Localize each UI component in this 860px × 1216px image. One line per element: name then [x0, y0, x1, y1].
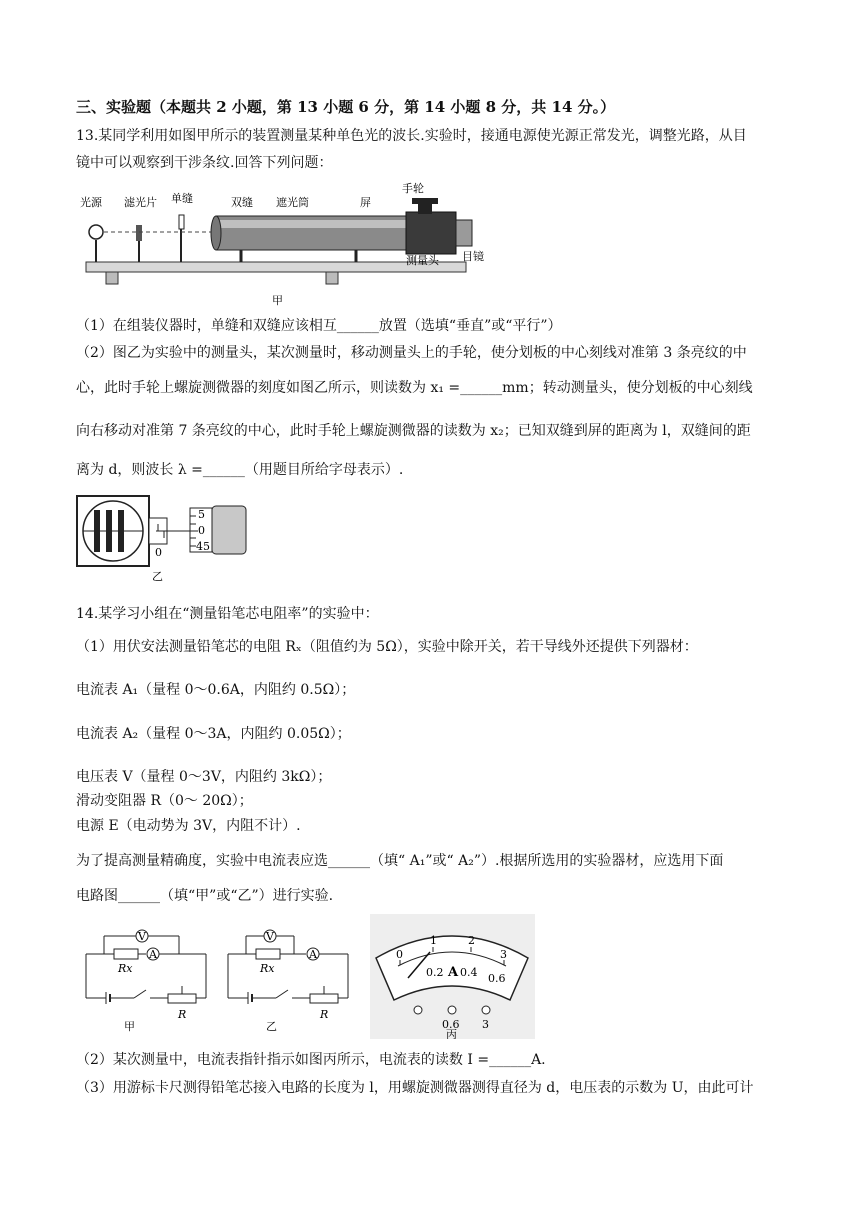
label-screen: 屏: [360, 196, 371, 209]
circuit-jia-rx-label: Rx: [118, 962, 133, 975]
section-title: 三、实验题（本题共 2 小题，第 13 小题 6 分，第 14 小题 8 分，共 14 分。）: [76, 98, 616, 116]
label-light-source: 光源: [80, 196, 102, 209]
circuit-jia-ammeter-label: A: [149, 948, 157, 961]
q13-intro-line-1: 13.某同学利用如图甲所示的装置测量某种单色光的波长.实验时，接通电源使光源正常发光，调整光路，从目: [76, 128, 747, 144]
micrometer-tick-45: 45: [196, 540, 210, 553]
meter-tick-top-0: 0: [396, 948, 403, 961]
meter-tick-bottom-0-2: 0.2: [426, 966, 444, 979]
meter-terminal-0-6: 0.6: [442, 1018, 460, 1031]
figure-jia-caption: 甲: [272, 294, 283, 307]
q14-part-2: （2）某次测量中，电流表指针指示如图丙所示，电流表的读数 I =______A.: [76, 1052, 546, 1068]
meter-tick-top-3: 3: [500, 948, 507, 961]
circuit-yi: [226, 924, 356, 1034]
q14-intro: 14.某学习小组在“测量铅笔芯电阻率”的实验中：: [76, 606, 379, 622]
circuit-jia-voltmeter-label: V: [138, 930, 146, 943]
q13-part-2-line-3: 向右移动对准第 7 条亮纹的中心，此时手轮上螺旋测微器的读数为 x₂；已知双缝到屏的距离为 l，双缝间的距: [76, 423, 751, 439]
q13-part-2-line-1: （2）图乙为实验中的测量头，某次测量时，移动测量头上的手轮，使分划板的中心刻线对准第 3 条亮纹的中: [76, 345, 747, 361]
q13-part-2-line-4: 离为 d，则波长 λ =______（用题目所给字母表示）.: [76, 462, 404, 478]
q13-part-2-line-2: 心，此时手轮上螺旋测微器的刻度如图乙所示，则读数为 x₁ =______mm；转动测量头，使分划板的中心刻线: [76, 380, 753, 396]
q14-part-1: （1）用伏安法测量铅笔芯的电阻 Rₓ（阻值约为 5Ω），实验中除开关，若干导线外还提供下列器材：: [76, 639, 698, 655]
q14-select-line-2: 电路图______（填“甲”或“乙”）进行实验.: [76, 888, 334, 904]
q14-equipment-ammeter-a1: 电流表 A₁（量程 0～0.6A，内阻约 0.5Ω）；: [76, 682, 356, 698]
meter-unit: A: [448, 965, 459, 980]
micrometer-tick-5: 5: [198, 508, 205, 521]
circuit-yi-ammeter-label: A: [309, 948, 317, 961]
circuit-yi-rx-label: Rx: [260, 962, 275, 975]
meter-terminal-3: 3: [482, 1018, 489, 1031]
micrometer-main-zero: 0: [155, 546, 162, 559]
circuit-jia-r-label: R: [178, 1008, 187, 1021]
figure-yi-caption: 乙: [152, 570, 163, 583]
circuit-yi-voltmeter-label: V: [266, 930, 274, 943]
label-double-slit: 双缝: [231, 196, 253, 209]
figure-bing-caption: 丙: [446, 1028, 457, 1039]
meter-tick-top-2: 2: [468, 934, 475, 947]
circuit-yi-caption: 乙: [266, 1020, 277, 1033]
label-shading-tube: 遮光筒: [276, 196, 309, 209]
figure-yi-micrometer: [76, 494, 251, 584]
meter-tick-bottom-0-6: 0.6: [488, 972, 506, 985]
q14-equipment-rheostat: 滑动变阻器 R（0～ 20Ω）；: [76, 793, 253, 809]
figure-jia-apparatus: [76, 180, 496, 310]
meter-tick-top-1: 1: [430, 934, 437, 947]
q13-part-1: （1）在组装仪器时，单缝和双缝应该相互______放置（选填“垂直”或“平行”）: [76, 318, 562, 334]
q14-part-3: （3）用游标卡尺测得铅笔芯接入电路的长度为 l，用螺旋测微器测得直径为 d，电压表的示数为 U，由此可计: [76, 1080, 754, 1096]
label-eyepiece: 目镜: [462, 250, 484, 263]
circuit-jia-caption: 甲: [124, 1020, 135, 1033]
q14-equipment-source: 电源 E（电动势为 3V，内阻不计）.: [76, 818, 301, 834]
q14-equipment-ammeter-a2: 电流表 A₂（量程 0～3A，内阻约 0.05Ω）；: [76, 726, 351, 742]
label-single-slit: 单缝: [171, 192, 193, 205]
label-filter: 滤光片: [124, 196, 157, 209]
meter-tick-bottom-0-4: 0.4: [460, 966, 478, 979]
circuit-yi-r-label: R: [320, 1008, 329, 1021]
micrometer-tick-0: 0: [198, 524, 205, 537]
figure-bing-ammeter: [370, 914, 535, 1039]
q14-equipment-voltmeter: 电压表 V（量程 0～3V，内阻约 3kΩ）；: [76, 769, 332, 785]
q13-intro-line-2: 镜中可以观察到干涉条纹.回答下列问题：: [76, 155, 333, 171]
label-handwheel: 手轮: [402, 182, 424, 195]
circuit-jia: [84, 924, 214, 1034]
label-measuring-head: 测量头: [406, 254, 439, 267]
q14-select-line-1: 为了提高测量精确度，实验中电流表应选______（填“ A₁”或“ A₂”）.根据所选用的实验器材，应选用下面: [76, 853, 724, 869]
